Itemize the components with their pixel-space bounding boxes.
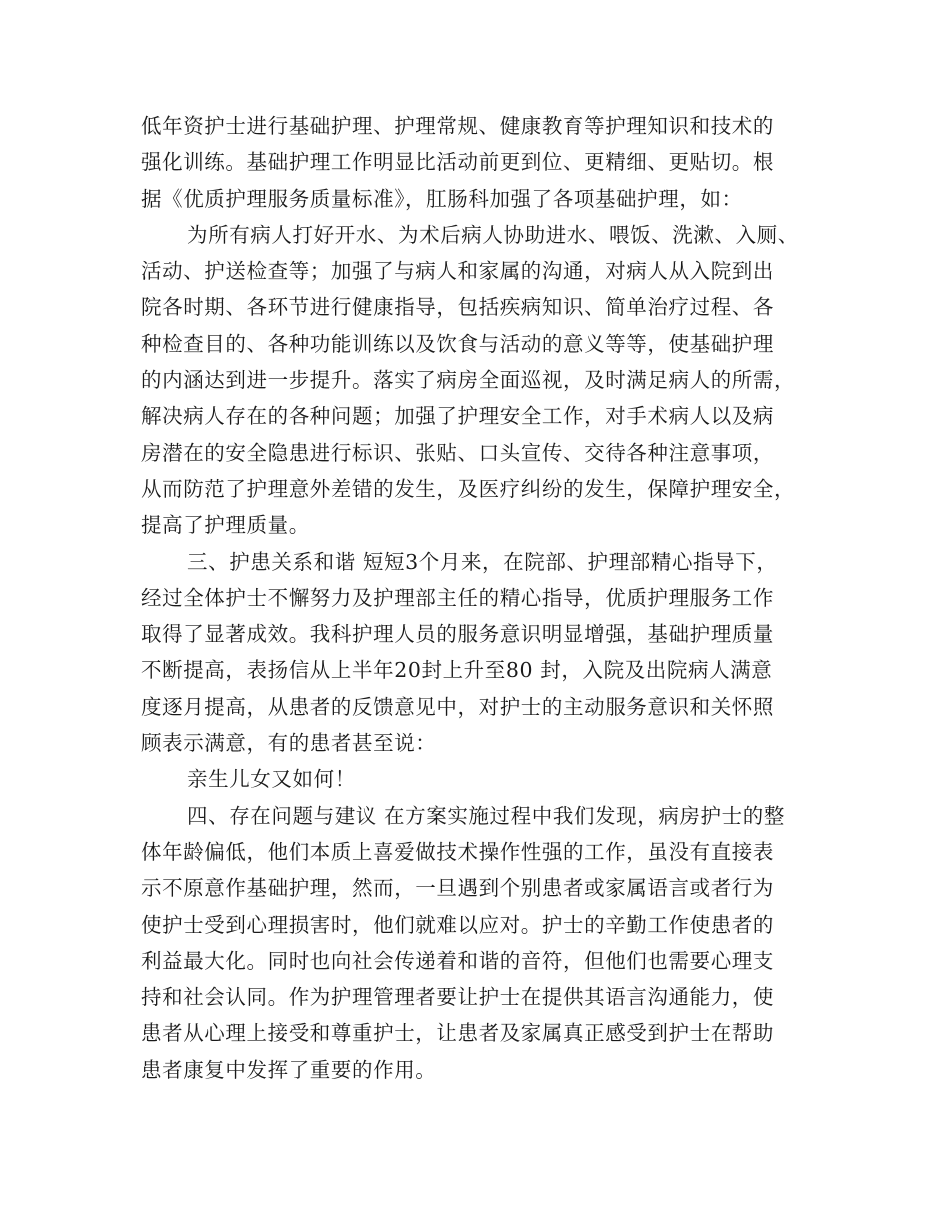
text-line: 低年资护士进行基础护理、护理常规、健康教育等护理知识和技术的 [141,114,774,138]
text-line: 解决病人存在的各种问题；加强了护理安全工作，对手术病人以及病 [141,404,774,429]
text-line: 据《优质护理服务质量标准》，肛肠科加强了各项基础护理，如： [141,186,743,211]
paragraph-first-line: 四、存在问题与建议 在方案实施过程中我们发现，病房护士的整 [187,803,785,828]
text-line: 种检查目的、各种功能训练以及饮食与活动的意义等等，使基础护理 [141,331,774,356]
text-line: 的内涵达到进一步提升。落实了病房全面巡视，及时满足病人的所需， [141,368,796,393]
document-body [141,108,811,1088]
text-line: 取得了显著成效。我科护理人员的服务意识明显增强，基础护理质量 [141,622,774,647]
paragraph-first-line: 三、护患关系和谐 短短3个月来，在院部、护理部精心指导下， [187,549,778,574]
text-line: 示不原意作基础护理，然而，一旦遇到个别患者或家属语言或者行为 [141,876,774,901]
text-line: 度逐月提高，从患者的反馈意见中，对护士的主动服务意识和关怀照 [141,694,774,719]
text-line: 患者康复中发挥了重要的作用。 [141,1057,437,1082]
text-line: 从而防范了护理意外差错的发生，及医疗纠纷的发生，保障护理安全， [141,476,796,501]
text-line: 利益最大化。同时也向社会传递着和谐的音符，但他们也需要心理支 [141,948,774,973]
text-line: 提高了护理质量。 [141,513,310,538]
text-line: 顾表示满意，有的患者甚至说： [141,731,437,756]
text-line: 活动、护送检查等；加强了与病人和家属的沟通，对病人从入院到出 [141,259,774,284]
text-line: 房潜在的安全隐患进行标识、张贴、口头宣传、交待各种注意事项， [141,440,774,465]
text-line: 持和社会认同。作为护理管理者要让护士在提供其语言沟通能力，使 [141,985,774,1010]
text-line: 不断提高，表扬信从上半年20封上升至80 封，入院及出院病人满意 [141,658,773,683]
text-line: 经过全体护士不懈努力及护理部主任的精心指导，优质护理服务工作 [141,585,774,610]
paragraph-first-line: 亲生儿女又如何！ [187,767,356,792]
text-line: 患者从心理上接受和尊重护士，让患者及家属真正感受到护士在帮助 [141,1021,774,1046]
text-line: 强化训练。基础护理工作明显比活动前更到位、更精细、更贴切。根 [141,150,774,175]
text-line: 体年龄偏低，他们本质上喜爱做技术操作性强的工作，虽没有直接表 [141,839,774,864]
text-line: 院各时期、各环节进行健康指导，包括疾病知识、简单治疗过程、各 [141,295,774,320]
text-line: 使护士受到心理损害时，他们就难以应对。护士的辛勤工作使患者的 [141,912,774,937]
paragraph-first-line: 为所有病人打好开水、为术后病人协助进水、喂饭、洗漱、入厕、 [187,222,799,247]
